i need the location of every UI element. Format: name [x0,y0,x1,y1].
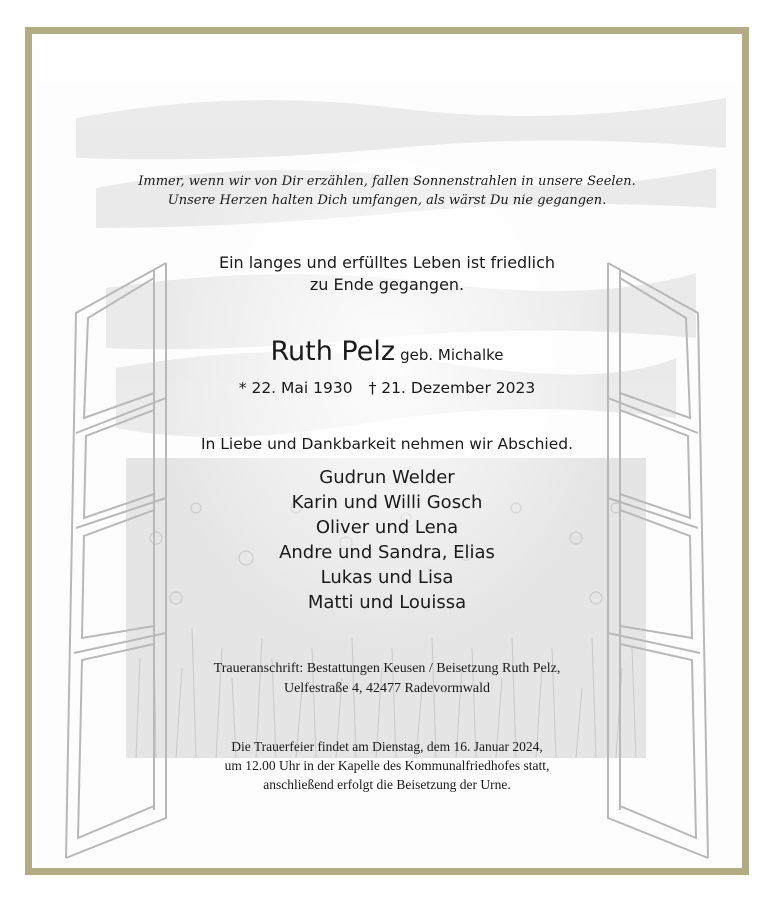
mourner-name: Karin und Willi Gosch [291,492,483,513]
mourner-name: Oliver und Lena [315,517,459,538]
death-date: † 21. Dezember 2023 [368,379,536,397]
obituary-content [36,38,738,864]
address-line: Traueranschrift: Bestattungen Keusen / Beisetzung Ruth Pelz, [213,661,561,676]
card-frame [25,27,749,875]
ceremony-line: Die Trauerfeier findet am Dienstag, dem 16. Januar 2024, [231,739,543,754]
birth-date: * 22. Mai 1930 [238,379,353,397]
mourner-name: Gudrun Welder [319,467,455,488]
deceased-name-line [36,336,738,367]
intro-line: Ein langes und erfülltes Leben ist friedlich [218,253,556,272]
farewell-text: In Liebe und Dankbarkeit nehmen wir Abschied. [200,435,574,453]
poem-line: Unsere Herzen halten Dich umfangen, als wärst Du nie gegangen. [167,193,607,208]
intro-block [36,252,738,296]
intro-line: zu Ende gegangen. [309,275,465,294]
deceased-name: Ruth Pelz [270,336,396,367]
mourners-list [36,465,738,615]
address-line: Uelfestraße 4, 42477 Radevormwald [283,681,491,696]
birth-name: geb. Michalke [400,346,504,364]
card-inner [36,38,738,864]
poem-line: Immer, wenn wir von Dir erzählen, fallen Sonnenstrahlen in unsere Seelen. [138,174,636,189]
funeral-ceremony-info [36,737,738,794]
mourner-name: Andre und Sandra, Elias [279,542,495,563]
ceremony-line: anschließend erfolgt die Beisetzung der Urne. [263,777,511,792]
mourner-name: Matti und Louissa [307,592,467,613]
life-dates [36,379,738,397]
ceremony-line: um 12.00 Uhr in der Kapelle des Kommunalfriedhofes statt, [224,758,550,773]
mourner-name: Lukas und Lisa [320,567,454,588]
condolence-address [36,659,738,699]
poem-block [36,172,738,210]
